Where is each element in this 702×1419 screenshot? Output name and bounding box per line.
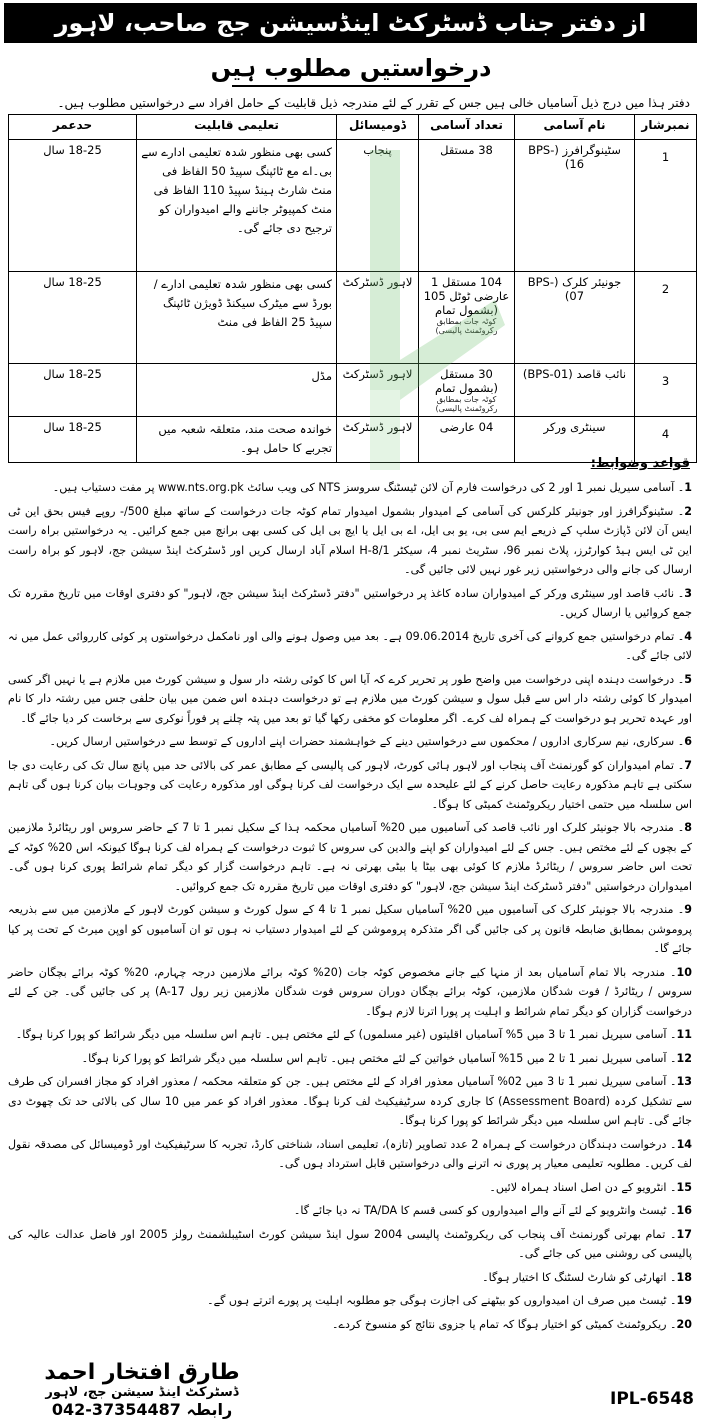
rule-item: 6۔ سرکاری، نیم سرکاری اداروں / محکموں سے درخواستیں دینے کے خواہشمند حضرات اپنے اداروں کے توسط سے درخواستیں ارسال کریں۔ bbox=[49, 735, 692, 748]
rule-text: ٹیسٹ وانٹرویو کے لئے آنے والے امیدواروں کو کسی قسم کا TA/DA نہ دیا جائے گا۔ bbox=[293, 1204, 667, 1217]
rule-item: 9۔ مندرجہ بالا جونیئر کلرک کی آسامیوں میں 20% آسامیاں سکیل نمبر 1 تا 4 کے سول کورٹ و سیشن کورٹ لاہور کے ملازمین میں سے بذریعہ پروموشن بمطابق ضابطہ قانون پر کی جائیں گی اگر متذکرہ پروموشن کے لئے امیدوار دستیاب نہ ہوں تو ان آسامیوں کو اوپن میرٹ کے تحت پر کیا جائے گا۔ bbox=[8, 903, 692, 955]
count-text: 38 مستقل bbox=[440, 143, 493, 157]
rule-item: 16۔ ٹیسٹ وانٹرویو کے لئے آنے والے امیدواروں کو کسی قسم کا TA/DA نہ دیا جائے گا۔ bbox=[293, 1204, 692, 1217]
col-header-qualification: تعلیمی قابلیت bbox=[137, 115, 337, 140]
rule-number: 8 bbox=[684, 821, 692, 834]
rule-number: 3 bbox=[684, 586, 693, 600]
cell-qualification: خواندہ صحت مند، متعلقہ شعبہ میں تجربے کا حامل ہو۔ bbox=[137, 417, 337, 463]
rule-text: آسامی سیریل نمبر 1 تا 3 میں 02% آسامیاں معذور افراد کے لئے مختص ہیں۔ جن کو متعلقہ محکمہ / معذور افراد کو مجاز افسران کی طرف سے تشکیل کردہ (Assessment Board) کا جاری کردہ سرٹیفیکیٹ لف کرنا ہوگا۔ معذور افراد کو عمر میں 10 سال کی بالائی حد تک چھوٹ دی جائے گی۔ تاہم اس سلسلہ میں دیگر شرائط کو پورا کرنا ہوگا۔ bbox=[8, 1075, 693, 1127]
cell-post bbox=[515, 364, 635, 417]
rule-item: 17۔ تمام بھرتی گورنمنٹ آف پنجاب کی ریکروٹمنٹ پالیسی 2004 سول اینڈ سیشن کورٹ اسٹیبلشمنٹ رولز 2005 اور فاضل عدالت عالیہ کی پالیسی کی روشنی میں کی جائے گی۔ bbox=[8, 1227, 692, 1260]
rule-item: 13۔ آسامی سیریل نمبر 1 تا 3 میں 02% آسامیاں معذور افراد کے لئے مختص ہیں۔ جن کو متعلقہ محکمہ / معذور افراد کو مجاز افسران کی طرف سے تشکیل کردہ (Assessment Board) کا جاری کردہ سرٹیفیکیٹ لف کرنا ہوگا۔ معذور افراد کو عمر میں 10 سال کی بالائی حد تک چھوٹ دی جائے گی۔ تاہم اس سلسلہ میں دیگر شرائط کو پورا کرنا ہوگا۔ bbox=[8, 1075, 693, 1127]
count-text: 04 عارضی bbox=[439, 420, 494, 434]
cell-domicile: لاہور ڈسٹرکٹ bbox=[337, 417, 419, 463]
count-note: کوٹہ جات بمطابق رکروٹمنٹ پالیسی) bbox=[435, 317, 498, 335]
rule-number: 12 bbox=[676, 1051, 692, 1065]
post-name: جونیئر کلرک bbox=[562, 275, 622, 289]
table-header-row bbox=[9, 115, 697, 140]
contact-phone: 042-37354487 bbox=[51, 1400, 181, 1419]
post-name: نائب قاصد bbox=[576, 367, 627, 381]
rule-item: 18۔ اتھارٹی کو شارٹ لسٹنگ کا اختیار ہوگا۔ bbox=[482, 1270, 692, 1284]
contact-line bbox=[22, 1400, 262, 1419]
table-row bbox=[9, 272, 697, 364]
rule-item: 14۔ درخواست دہندگان درخواست کے ہمراہ 2 عدد تصاویر (تازہ)، تعلیمی اسناد، شناختی کارڈ، تجربہ کا سرٹیفیکیٹ اور ڈومیسائل کی مصدقہ نقول لف کریں۔ مطلوبہ تعلیمی معیار پر پوری نہ اترنے والی درخواستیں قابل استرداد ہوں گی۔ bbox=[8, 1137, 693, 1170]
post-name: سینٹری ورکر bbox=[543, 420, 606, 434]
rule-text: مندرجہ بالا تمام آسامیاں بعد از منہا کیے جانے مخصوص کوٹہ جات (20% کوٹہ برائے ملازمین درجہ چہارم، 20% کوٹہ برائے بچگان حاضر سروس / ریٹائرڈ / فوت شدگان ملازمین، کوٹہ برائے بچگان دوران سروس فوت شدگان ملازمین زیر رول A-17) پر کی جائیں گی۔ جن کے لئے درخواست گزاران کو دیگر تمام شرائط و اہلیت پر پورا اترنا لازم ہوگا۔ bbox=[8, 965, 692, 1018]
rule-number: 14 bbox=[676, 1137, 693, 1151]
rule-text: انٹرویو کے دن اصل اسناد ہمراہ لائیں۔ bbox=[489, 1180, 667, 1194]
rule-number: 1 bbox=[684, 481, 692, 494]
reference-code: IPL-6548 bbox=[610, 1389, 694, 1409]
cell-count bbox=[419, 140, 515, 272]
cell-qualification: کسی بھی منظور شدہ تعلیمی ادارے سے بی۔اے مع ٹائپنگ سپیڈ 50 الفاظ فی منٹ شارٹ ہینڈ سپیڈ 110 الفاظ فی منٹ کمپیوٹر جاننے والے امیدواران کو ترجیح دی جائے گی۔ bbox=[137, 140, 337, 272]
rule-number: 20 bbox=[676, 1317, 692, 1331]
rule-item: 4۔ تمام درخواستیں جمع کروانے کی آخری تاریخ 09.06.2014 ہے۔ بعد میں وصول ہونے والی اور نامکمل درخواستوں پر کوئی کارروائی عمل میں نہ لائی جائے گی۔ bbox=[8, 629, 693, 662]
count-note: کوٹہ جات بمطابق رکروٹمنٹ پالیسی) bbox=[435, 395, 498, 413]
rule-item: 7۔ تمام امیدواران کو گورنمنٹ آف پنجاب اور لاہور ہائی کورٹ، لاہور کی پالیسی کے مطابق عمر کی بالائی حد میں پانچ سال تک کی رعایت دی جا سکتی ہے تاہم مذکورہ رعایت حاصل کرنے کے لئے علیحدہ سے ایک درخواست لف کرنا ہوگی اور مذکورہ رعایت کی وجوہات بیان کرنا ہوں گی تاہم اس سلسلہ میں حتمی اختیار ریکروٹمنٹ کمیٹی کا ہوگا۔ bbox=[8, 758, 693, 811]
rule-number: 13 bbox=[676, 1075, 693, 1088]
rule-number: 2 bbox=[684, 504, 692, 518]
rule-item: 10۔ مندرجہ بالا تمام آسامیاں بعد از منہا کیے جانے مخصوص کوٹہ جات (20% کوٹہ برائے ملازمین درجہ چہارم، 20% کوٹہ برائے بچگان حاضر سروس / ریٹائرڈ / فوت شدگان ملازمین، کوٹہ برائے بچگان دوران سروس فوت شدگان ملازمین زیر رول A-17) پر کی جائیں گی۔ جن کے لئے درخواست گزاران کو دیگر تمام شرائط و اہلیت پر پورا اترنا لازم ہوگا۔ bbox=[8, 965, 692, 1018]
rule-text: سرکاری، نیم سرکاری اداروں / محکموں سے درخواستیں دینے کے خواہشمند حضرات اپنے اداروں کے توسط سے درخواستیں ارسال کریں۔ bbox=[49, 735, 675, 748]
rule-item: 5۔ درخواست دہندہ اپنی درخواست میں واضح طور پر تحریر کرے کہ آیا اس کا کوئی رشتہ دار سول و سیشن کورٹ میں ملازم ہے یا نہیں اگر کسی امیدوار کا کوئی رشتہ دار اس سے قبل سول و سیشن کورٹ میں ملازم ہے تو درخواست دہندہ اس ضمن میں بیان حلفی جس میں رشتہ دار کا نام اور عہدہ تحریر ہو درخواست کے ہمراہ لف کرے۔ اگر معلومات کو مخفی رکھا گیا تو بعد میں پتہ چلنے پر فوراً نوکری سے برخاست کر دیا جائے گا۔ bbox=[8, 672, 692, 725]
cell-count bbox=[419, 417, 515, 463]
signatory-name: طارق افتخار احمد bbox=[44, 1360, 240, 1385]
rule-number: 19 bbox=[676, 1294, 692, 1307]
rule-item: 20۔ ریکروٹمنٹ کمیٹی کو اختیار ہوگا کہ تمام یا جزوی نتائج کو منسوخ کردے۔ bbox=[331, 1317, 692, 1331]
cell-count bbox=[419, 364, 515, 417]
post-bps: (BPS-16) bbox=[528, 143, 585, 171]
vacancies-table bbox=[8, 114, 697, 463]
post-name: سٹینوگرافرز bbox=[562, 143, 621, 157]
rule-item: 11۔ آسامی سیریل نمبر 1 تا 3 میں 5% آسامیاں اقلیتوں (غیر مسلموں) کے لئے مختص ہیں۔ تاہم اس سلسلہ میں دیگر شرائط کو پورا کرنا ہوگا۔ bbox=[15, 1028, 692, 1041]
col-header-serial: نمبرشار bbox=[635, 115, 697, 140]
cell-domicile: پنجاب bbox=[337, 140, 419, 272]
rule-item: 8۔ مندرجہ بالا جونیئر کلرک اور نائب قاصد کی آسامیوں میں 20% آسامیاں محکمہ ہذا کے سکیل نمبر 1 تا 7 کے حاضر سروس اور ریٹائرڈ ملازمین کے بچوں کے لئے مختص ہیں۔ جس کے لئے امیدواران کو اپنے والدین کی سروس کا ثبوت درخواست کے ہمراہ لف کرنا ہوگا کیونکہ اس 20% کوٹہ کے تحت اس حاضر سروس / ریٹائرڈ ملازم کا کوئی بھی بیٹا یا بیٹی بھرتی نہ ہے۔ تاہم درخواست گزار کو دیگر تمام شرائط پوری کرنا ہوں گی۔ امیدواران درخواستیں "دفتر ڈسٹرکٹ اینڈ سیشن جج، لاہور" کو دفتری اوقات میں تاریخ مقررہ تک جمع کروائیں۔ bbox=[8, 821, 692, 893]
cell-age: 18-25 سال bbox=[9, 417, 137, 463]
post-bps: (BPS-01) bbox=[522, 367, 573, 381]
cell-serial: 2 bbox=[635, 272, 697, 364]
rule-number: 17 bbox=[676, 1227, 692, 1241]
rule-number: 5 bbox=[684, 672, 692, 686]
cell-qualification: کسی بھی منظور شدہ تعلیمی ادارے / بورڈ سے میٹرک سیکنڈ ڈویژن ٹائپنگ سپیڈ 25 الفاظ فی منٹ bbox=[137, 272, 337, 364]
rule-number: 15 bbox=[676, 1180, 692, 1194]
cell-domicile: لاہور ڈسٹرکٹ bbox=[337, 364, 419, 417]
rule-number: 11 bbox=[676, 1028, 692, 1041]
rule-number: 10 bbox=[676, 965, 692, 979]
intro-text: دفتر ہذا میں درج ذیل آسامیاں خالی ہیں جس کے تقرر کے لئے مندرجہ ذیل قابلیت کے حامل افراد سے درخواستیں مطلوب ہیں۔ bbox=[57, 96, 690, 110]
rule-number: 9 bbox=[684, 903, 692, 916]
table-row bbox=[9, 364, 697, 417]
rule-text: ریکروٹمنٹ کمیٹی کو اختیار ہوگا کہ تمام یا جزوی نتائج کو منسوخ کردے۔ bbox=[331, 1317, 667, 1331]
count-text: 30 مستقل (بشمول تمام bbox=[434, 367, 499, 395]
contact-label: رابطہ bbox=[186, 1400, 233, 1419]
rule-item: 3۔ نائب قاصد اور سینٹری ورکر کے امیدواران سادہ کاغذ پر درخواستیں "دفتر ڈسٹرکٹ اینڈ سیشن جج، لاہور" کو دفتری اوقات میں تاریخ مقررہ تک جمع کروائیں یا ارسال کریں۔ bbox=[8, 586, 693, 619]
count-text: 104 مستقل 1 عارضی ٹوٹل 105 (بشمول تمام bbox=[423, 275, 510, 317]
rule-item: 12۔ آسامی سیریل نمبر 1 تا 2 میں 15% آسامیاں خواتین کے لئے مختص ہیں۔ تاہم اس سلسلہ میں دیگر شرائط کو پورا کرنا ہوگا۔ bbox=[81, 1051, 692, 1065]
notice-subtitle: درخواستیں مطلوب ہیں bbox=[210, 54, 492, 82]
rules-heading: قواعد وضوابط: bbox=[590, 456, 690, 471]
rule-item: 1۔ آسامی سیریل نمبر 1 اور 2 کی درخواست فارم آن لائن ٹیسٹنگ سروسز NTS کی ویب سائٹ www.nts.org.pk پر مفت دستیاب ہیں۔ bbox=[52, 481, 692, 494]
cell-qualification: مڈل bbox=[137, 364, 337, 417]
post-bps: (BPS-07) bbox=[527, 275, 585, 303]
rule-item: 19۔ ٹیسٹ میں صرف ان امیدواروں کو بیٹھنے کی اجازت ہوگی جو مطلوبہ اہلیت پر پورے اترتے ہوں گے۔ bbox=[207, 1294, 692, 1307]
rules-list bbox=[8, 478, 692, 1338]
rule-text: تمام درخواستیں جمع کروانے کی آخری تاریخ 09.06.2014 ہے۔ بعد میں وصول ہونے والی اور نامکمل درخواستوں پر کوئی کارروائی عمل میں نہ لائی جائے گی۔ bbox=[8, 629, 692, 662]
col-header-age: حدعمر bbox=[9, 115, 137, 140]
cell-post bbox=[515, 272, 635, 364]
rule-item: 2۔ سٹینوگرافرز اور جونیئر کلرکس کی آسامی کے امیدوار بشمول امیدوار تمام کوٹہ جات درخواست کے ساتھ مبلغ 500/- روپے فیس بحق این ٹی ایس آن لائن ڈپازٹ سلپ کے ذریعے ایم سی بی، یو بی ایل، اے بی ایل یا ایچ بی ایل کی کسی بھی برانچ میں جمع کرائیں۔ یہ درخواستیں براہ راست این ٹی ایس ہیڈ کوارٹرز، پلاٹ نمبر 96، سٹریٹ نمبر 4، سیکٹر H-8/1 اسلام آباد ارسال کریں اور ڈسٹرکٹ اینڈ سیشن جج، لاہور کو براہ راست ارسال کی جانے والی درخواستیں زیر غور نہیں لائی جائیں گی۔ bbox=[8, 504, 693, 576]
rule-number: 16 bbox=[676, 1204, 692, 1217]
cell-age: 18-25 سال bbox=[9, 364, 137, 417]
rule-text: درخواست دہندگان درخواست کے ہمراہ 2 عدد تصاویر (تازہ)، تعلیمی اسناد، شناختی کارڈ، تجربہ کا سرٹیفیکیٹ اور ڈومیسائل کی مصدقہ نقول لف کریں۔ مطلوبہ تعلیمی معیار پر پوری نہ اترنے والی درخواستیں قابل استرداد ہوں گی۔ bbox=[8, 1137, 692, 1170]
rule-text: مندرجہ بالا جونیئر کلرک اور نائب قاصد کی آسامیوں میں 20% آسامیاں محکمہ ہذا کے سکیل نمبر 1 تا 7 کے حاضر سروس اور ریٹائرڈ ملازمین کے بچوں کے لئے مختص ہیں۔ جس کے لئے امیدواران کو اپنے والدین کی سروس کا ثبوت درخواست کے ہمراہ لف کرنا ہوگا کیونکہ اس 20% کوٹہ کے تحت اس حاضر سروس / ریٹائرڈ ملازم کا کوئی بھی بیٹا یا بیٹی بھرتی نہ ہے۔ تاہم درخواست گزار کو دیگر تمام شرائط پوری کرنا ہوں گی۔ امیدواران درخواستیں "دفتر ڈسٹرکٹ اینڈ سیشن جج، لاہور" کو دفتری اوقات میں تاریخ مقررہ تک جمع کروائیں۔ bbox=[8, 821, 692, 893]
col-header-post: نام آسامی bbox=[515, 115, 635, 140]
col-header-domicile: ڈومیسائل bbox=[337, 115, 419, 140]
rule-text: ٹیسٹ میں صرف ان امیدواروں کو بیٹھنے کی اجازت ہوگی جو مطلوبہ اہلیت پر پورے اترتے ہوں گے۔ bbox=[207, 1294, 667, 1307]
rule-number: 4 bbox=[684, 629, 693, 643]
cell-serial: 3 bbox=[635, 364, 697, 417]
rule-text: آسامی سیریل نمبر 1 اور 2 کی درخواست فارم آن لائن ٹیسٹنگ سروسز NTS کی ویب سائٹ www.nts.org.pk پر مفت دستیاب ہیں۔ bbox=[52, 481, 675, 494]
notice-banner: از دفتر جناب ڈسٹرکٹ اینڈسیشن جج صاحب، لاہور bbox=[4, 3, 697, 43]
rule-item: 15۔ انٹرویو کے دن اصل اسناد ہمراہ لائیں۔ bbox=[489, 1180, 692, 1194]
rule-number: 18 bbox=[676, 1270, 692, 1284]
cell-post bbox=[515, 140, 635, 272]
cell-age: 18-25 سال bbox=[9, 272, 137, 364]
rule-text: تمام بھرتی گورنمنٹ آف پنجاب کی ریکروٹمنٹ پالیسی 2004 سول اینڈ سیشن کورٹ اسٹیبلشمنٹ رولز 2005 اور فاضل عدالت عالیہ کی پالیسی کی روشنی میں کی جائے گی۔ bbox=[8, 1227, 692, 1260]
rule-text: مندرجہ بالا جونیئر کلرک کی آسامیوں میں 20% آسامیاں سکیل نمبر 1 تا 4 کے سول کورٹ و سیشن کورٹ لاہور کے ملازمین میں سے بذریعہ پروموشن بمطابق ضابطہ قانون پر کی جائیں گی اگر متذکرہ پروموشن کے لئے امیدوار دستیاب نہ ہوں تو ان آسامیوں کو اوپن میرٹ کے تحت پر کیا جائے گا۔ bbox=[8, 903, 692, 955]
col-header-count: تعداد آسامی bbox=[419, 115, 515, 140]
rule-text: آسامی سیریل نمبر 1 تا 2 میں 15% آسامیاں خواتین کے لئے مختص ہیں۔ تاہم اس سلسلہ میں دیگر شرائط کو پورا کرنا ہوگا۔ bbox=[81, 1051, 667, 1065]
cell-count bbox=[419, 272, 515, 364]
rule-text: تمام امیدواران کو گورنمنٹ آف پنجاب اور لاہور ہائی کورٹ، لاہور کی پالیسی کے مطابق عمر کی بالائی حد میں پانچ سال تک کی رعایت دی جا سکتی ہے تاہم مذکورہ رعایت حاصل کرنے کے لئے علیحدہ سے ایک درخواست لف کرنا ہوگی اور مذکورہ رعایت کی وجوہات بیان کرنا ہوں گی تاہم اس سلسلہ میں حتمی اختیار ریکروٹمنٹ کمیٹی کا ہوگا۔ bbox=[8, 758, 692, 811]
table-row bbox=[9, 140, 697, 272]
rule-text: آسامی سیریل نمبر 1 تا 3 میں 5% آسامیاں اقلیتوں (غیر مسلموں) کے لئے مختص ہیں۔ تاہم اس سلسلہ میں دیگر شرائط کو پورا کرنا ہوگا۔ bbox=[15, 1028, 667, 1041]
rule-text: سٹینوگرافرز اور جونیئر کلرکس کی آسامی کے امیدوار بشمول امیدوار تمام کوٹہ جات درخواست کے ساتھ مبلغ 500/- روپے فیس بحق این ٹی ایس آن لائن ڈپازٹ سلپ کے ذریعے ایم سی بی، یو بی ایل، اے بی ایل یا ایچ بی ایل کی کسی بھی برانچ میں جمع کرائیں۔ یہ درخواستیں براہ راست این ٹی ایس ہیڈ کوارٹرز، پلاٹ نمبر 96، سٹریٹ نمبر 4، سیکٹر H-8/1 اسلام آباد ارسال کریں اور ڈسٹرکٹ اینڈ سیشن جج، لاہور کو براہ راست ارسال کی جانے والی درخواستیں زیر غور نہیں لائی جائیں گی۔ bbox=[8, 504, 693, 576]
rule-text: درخواست دہندہ اپنی درخواست میں واضح طور پر تحریر کرے کہ آیا اس کا کوئی رشتہ دار سول و سیشن کورٹ میں ملازم ہے یا نہیں اگر کسی امیدوار کا کوئی رشتہ دار اس سے قبل سول و سیشن کورٹ میں ملازم ہے تو درخواست دہندہ اس ضمن میں بیان حلفی جس میں رشتہ دار کا نام اور عہدہ تحریر ہو درخواست کے ہمراہ لف کرے۔ اگر معلومات کو مخفی رکھا گیا تو بعد میں پتہ چلنے پر فوراً نوکری سے برخاست کر دیا جائے گا۔ bbox=[8, 672, 692, 725]
rule-text: اتھارٹی کو شارٹ لسٹنگ کا اختیار ہوگا۔ bbox=[482, 1270, 667, 1284]
rule-number: 7 bbox=[684, 758, 693, 772]
cell-serial: 1 bbox=[635, 140, 697, 272]
signatory-title: ڈسٹرکٹ اینڈ سیشن جج، لاہور bbox=[45, 1385, 239, 1400]
cell-serial: 4 bbox=[635, 417, 697, 463]
rule-number: 6 bbox=[684, 735, 692, 748]
signature-block bbox=[22, 1360, 262, 1419]
cell-domicile: لاہور ڈسٹرکٹ bbox=[337, 272, 419, 364]
cell-age: 18-25 سال bbox=[9, 140, 137, 272]
rule-text: نائب قاصد اور سینٹری ورکر کے امیدواران سادہ کاغذ پر درخواستیں "دفتر ڈسٹرکٹ اینڈ سیشن جج، لاہور" کو دفتری اوقات میں تاریخ مقررہ تک جمع کروائیں یا ارسال کریں۔ bbox=[8, 586, 692, 619]
